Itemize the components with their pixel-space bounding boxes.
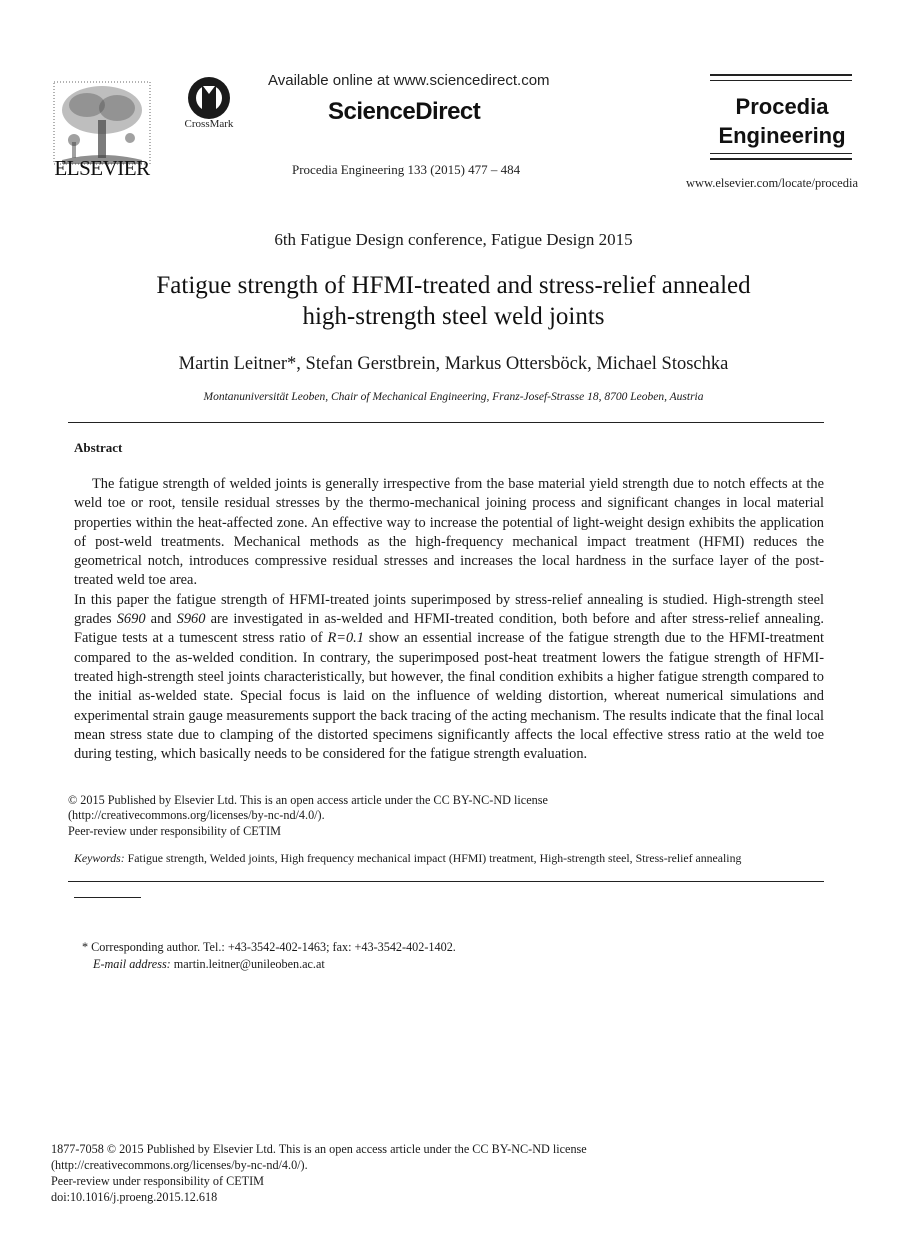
abstract-text: are investigated in as-welded and HFMI-treated condition, both before and after stress-relief annealing. Fatigue tests at a tumescent stress ratio of [74, 611, 824, 647]
footnote-divider [74, 897, 141, 898]
journal-rule [710, 80, 852, 81]
sciencedirect-logo[interactable]: ScienceDirect [328, 98, 481, 125]
license-notice [68, 793, 828, 839]
author-list: Martin Leitner*, Stefan Gerstbrein, Markus Ottersböck, Michael Stoschka [178, 354, 729, 374]
journal-url-link[interactable]: www.elsevier.com/locate/procedia [685, 176, 858, 190]
steel-grade: S690 [116, 611, 146, 628]
stress-ratio: R=0.1 [327, 630, 364, 647]
abstract-heading: Abstract [74, 440, 123, 455]
available-online-link[interactable]: Available online at www.sciencedirect.com [268, 72, 550, 89]
affiliation: Montanuniversität Leoben, Chair of Mechanical Engineering, Franz-Josef-Strasse 18, 8700 Leoben, Austria [203, 391, 704, 403]
peer-review-line: Peer-review under responsibility of CETIM [51, 1174, 264, 1188]
publisher-name: ELSEVIER [54, 156, 150, 180]
journal-title-line: Procedia [735, 94, 829, 119]
journal-rule [710, 74, 852, 76]
keywords-text: Fatigue strength, Welded joints, High frequency mechanical impact (HFMI) treatment, High-strength steel, Stress-relief annealing [124, 851, 742, 865]
journal-rule [710, 158, 852, 160]
issn-license-line: 1877-7058 © 2015 Published by Elsevier Ltd. This is an open access article under the CC BY-NC-ND license [51, 1142, 587, 1156]
email-line [82, 956, 782, 973]
doi-link[interactable]: doi:10.1016/j.proeng.2015.12.618 [51, 1190, 218, 1204]
paper-title-line: high-strength steel weld joints [302, 303, 605, 330]
journal-rule [710, 153, 852, 154]
steel-grade: S960 [176, 611, 206, 628]
section-divider [68, 422, 824, 423]
paper-title [100, 270, 807, 332]
peer-review-line: Peer-review under responsibility of CETIM [68, 823, 281, 838]
abstract-text: show an essential increase of the fatigue strength due to the HFMI-treatment compared to the as-welded condition. In contrary, the superimposed post-heat treatment lowers the fatigue strength of HFMI-treated high-strength steel joints characteristically, but however, the final condition exhibits a higher fatigue strength compared to the initial as-welded state. Special focus is laid on the influence of welding distortion, whereat numerical simulations and experimental strain gauge measurements support the back tracing of the acting mechanism. The results indicate that the final local mean stress state due to clamping of the distorted specimens significantly affects the local effective stress ratio at the weld toe during testing, which basically needs to be considered for the fatigue strength evaluation. [74, 630, 825, 763]
abstract-text: In this paper the fatigue strength of HFMI-treated joints superimposed by stress-relief annealing is studied. High-strength steel grades [74, 591, 824, 628]
keywords-label: Keywords: [74, 851, 125, 865]
section-divider [68, 881, 824, 882]
paper-title-line: Fatigue strength of HFMI-treated and stress-relief annealed [156, 272, 751, 299]
abstract-paragraph [74, 591, 824, 765]
abstract-text: and [145, 611, 177, 628]
journal-title [712, 92, 852, 150]
abstract-body [74, 475, 824, 764]
journal-reference: Procedia Engineering 133 (2015) 477 – 484 [292, 162, 521, 177]
license-url-link[interactable]: (http://creativecommons.org/licenses/by-nc-nd/4.0/). [68, 808, 325, 823]
conference-name: 6th Fatigue Design conference, Fatigue Design 2015 [274, 230, 633, 249]
bottom-publication-info [51, 1141, 751, 1205]
keywords [74, 851, 834, 866]
crossmark-label: CrossMark [184, 118, 234, 130]
email-label: E-mail address: [93, 957, 171, 971]
license-line: © 2015 Published by Elsevier Ltd. This is an open access article under the CC BY-NC-ND license [68, 793, 548, 807]
journal-title-line: Engineering [718, 123, 846, 148]
corresponding-author-footnote [82, 939, 782, 973]
corresponding-author: * Corresponding author. Tel.: +43-3542-402-1463; fax: +43-3542-402-1402. [82, 940, 456, 954]
email-link[interactable]: martin.leitner@unileoben.ac.at [170, 957, 325, 971]
abstract-paragraph: The fatigue strength of welded joints is generally irrespective from the base material yield strength due to notch effects at the weld toe or root, tensile residual stresses by the thermo-mechanical joining process and significant changes in local material properties within the heat-affected zone. An effective way to increase the potential of light-weight design exhibits the application of post-weld treatments. Mechanical methods as the high-frequency mechanical impact treatment (HFMI) reduces the geometrical notch, introduces compressive residual stresses and increases the local hardness in the surface layer of the post-treated weld toe area. [74, 476, 824, 589]
license-url-link[interactable]: (http://creativecommons.org/licenses/by-nc-nd/4.0/). [51, 1158, 308, 1172]
